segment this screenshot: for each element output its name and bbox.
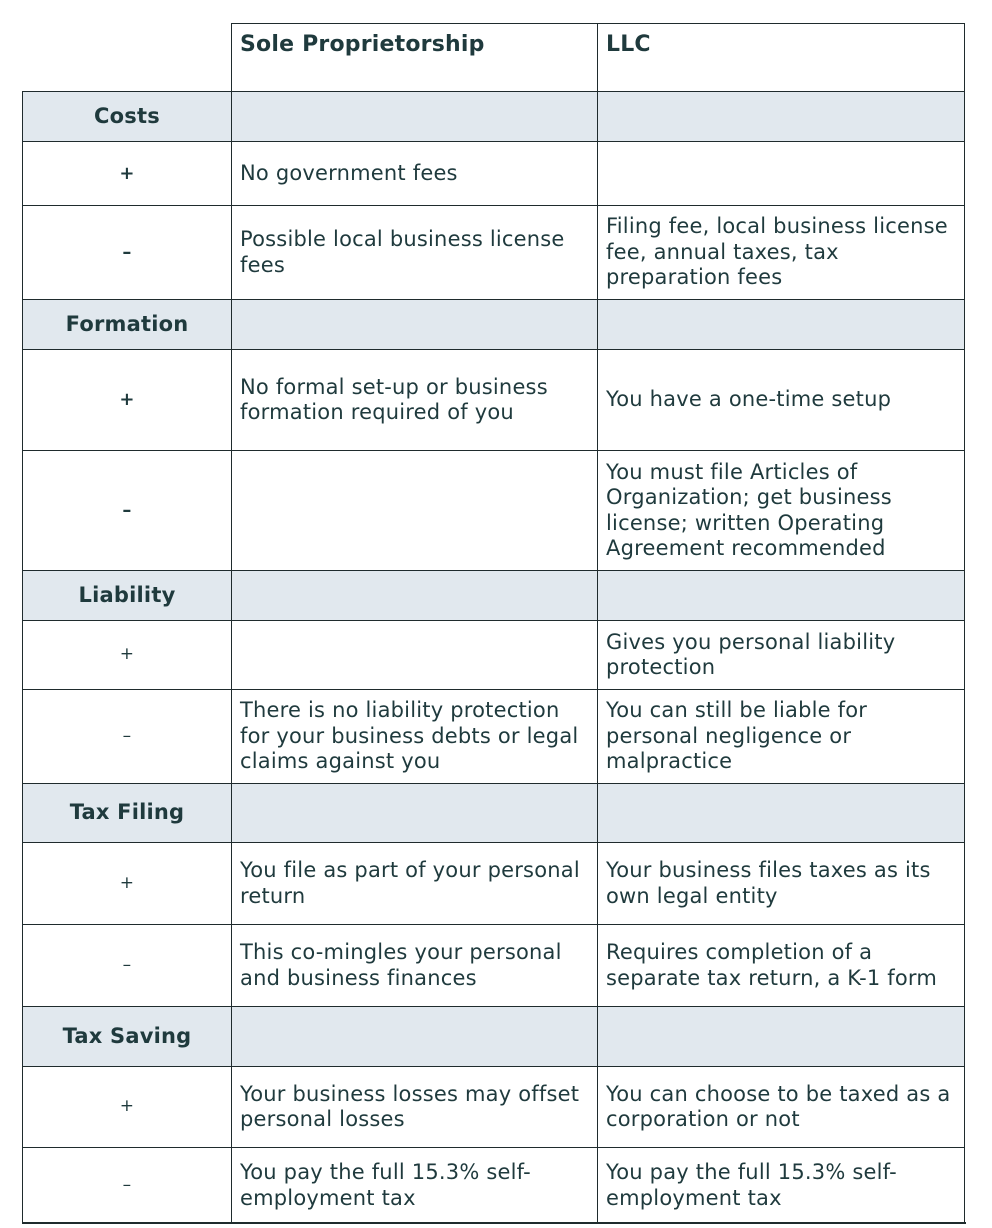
section-label-tax-filing: Tax Filing	[22, 784, 232, 843]
section-label-formation: Formation	[22, 300, 232, 350]
section-cell	[598, 92, 965, 142]
table-cell: You must file Articles of Organization; get business license; written Operating Agreement recommended	[598, 451, 965, 571]
section-cell	[232, 784, 598, 843]
column-header-llc: LLC	[598, 23, 965, 92]
pro-sign: +	[22, 1067, 232, 1148]
column-header-sole-proprietorship: Sole Proprietorship	[232, 23, 598, 92]
section-label-tax-saving: Tax Saving	[22, 1007, 232, 1067]
con-sign: –	[22, 690, 232, 784]
table-cell: You can choose to be taxed as a corporation or not	[598, 1067, 965, 1148]
table-cell: You have a one-time setup	[598, 350, 965, 451]
section-cell	[598, 784, 965, 843]
section-cell	[232, 300, 598, 350]
table-cell: Possible local business license fees	[232, 206, 598, 300]
pro-sign: +	[22, 142, 232, 206]
con-sign: –	[22, 451, 232, 571]
section-cell	[598, 300, 965, 350]
table-cell: This co-mingles your personal and business finances	[232, 925, 598, 1007]
section-cell	[232, 1007, 598, 1067]
table-cell: Your business losses may offset personal losses	[232, 1067, 598, 1148]
section-label-liability: Liability	[22, 571, 232, 621]
table-corner	[22, 23, 232, 92]
table-cell: You can still be liable for personal negligence or malpractice	[598, 690, 965, 784]
con-sign: –	[22, 925, 232, 1007]
con-sign: –	[22, 206, 232, 300]
table-cell: Gives you personal liability protection	[598, 621, 965, 690]
pro-sign: +	[22, 350, 232, 451]
section-cell	[232, 571, 598, 621]
table-cell: There is no liability protection for your business debts or legal claims against you	[232, 690, 598, 784]
table-cell: Filing fee, local business license fee, annual taxes, tax preparation fees	[598, 206, 965, 300]
table-bottom-divider	[22, 1222, 966, 1224]
table-cell: No government fees	[232, 142, 598, 206]
table-cell	[232, 451, 598, 571]
section-cell	[232, 92, 598, 142]
section-label-costs: Costs	[22, 92, 232, 142]
comparison-table	[22, 23, 965, 1224]
table-cell: You file as part of your personal return	[232, 843, 598, 925]
table-cell	[598, 142, 965, 206]
table-cell: No formal set-up or business formation required of you	[232, 350, 598, 451]
table-cell: Your business files taxes as its own legal entity	[598, 843, 965, 925]
table-cell: You pay the full 15.3% self-employment tax	[232, 1148, 598, 1224]
pro-sign: +	[22, 843, 232, 925]
section-cell	[598, 571, 965, 621]
table-cell	[232, 621, 598, 690]
pro-sign: +	[22, 621, 232, 690]
table-cell: You pay the full 15.3% self-employment tax	[598, 1148, 965, 1224]
con-sign: –	[22, 1148, 232, 1224]
section-cell	[598, 1007, 965, 1067]
table-cell: Requires completion of a separate tax return, a K-1 form	[598, 925, 965, 1007]
